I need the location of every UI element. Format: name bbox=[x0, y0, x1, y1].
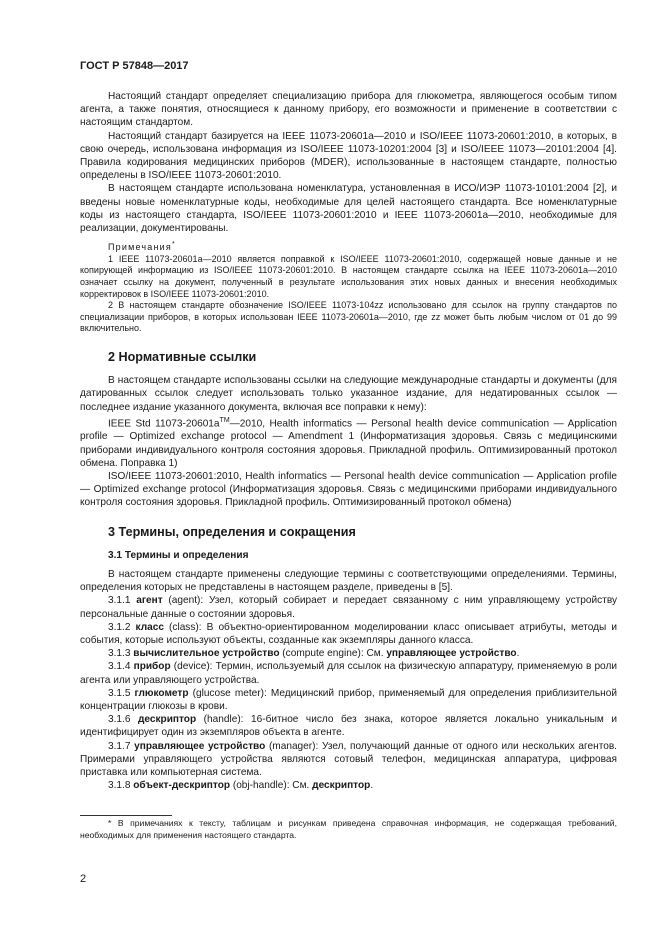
term-3-1-1: 3.1.1 агент (agent): Узел, который собирает и передает связанному с ним управляющему устройству персональные данные о состоянии здоровья. bbox=[80, 595, 618, 620]
footnote-divider bbox=[80, 815, 172, 816]
term-3-1-6: 3.1.6 дескриптор (handle): 16-битное число без знака, которое является локально уникальным и идентифицирует один из экземпляров объекта в агенте. bbox=[80, 714, 618, 739]
section-3-heading: 3 Термины, определения и сокращения bbox=[108, 524, 356, 539]
note-2: 2 В настоящем стандарте обозначение ISO/IEEE 11073-104zz использовано для ссылок на группу стандартов по специализации приборов, в которых использован IEEE 11073-20601a—2010, где zz может быть любым числом от 01 до 99 включительно. bbox=[80, 300, 617, 334]
section-2-heading: 2 Нормативные ссылки bbox=[108, 349, 257, 364]
intro-paragraph-3: В настоящем стандарте использована номенклатура, установленная в ИСО/ИЭР 11073-10101:2004 [2], и введены новые номенклатурные коды, необходимые для целей настоящего стандарта. Все номенклатурные коды из настоящего стандарта, ISO/IEEE 11073-20601:2010 и IEEE 11073-20601a—2010, необходимые для реализации, документированы. bbox=[80, 183, 617, 235]
intro-paragraph-1: Настоящий стандарт определяет специализацию прибора для глюкометра, являющегося особым типом агента, а также понятия, относящиеся к данному прибору, его возможности и применение в соответствии с настоящим стандартом. bbox=[80, 91, 617, 129]
term-3-1-4: 3.1.4 прибор (device): Термин, используемый для ссылок на физическую аппаратуру, применяемую в роли агента или управляющего устройства. bbox=[80, 661, 617, 686]
reference-2: ISO/IEEE 11073-20601:2010, Health informatics — Personal health device communication — Application profile — Optimized exchange protocol (Информатизация здоровья. Связь с медицинскими приборами индивидуального контроля состояния здоровья. Прикладной профиль. Оптимизированный протокол обмена) bbox=[80, 470, 617, 509]
notes-title: Примечания* bbox=[108, 241, 176, 253]
document-body bbox=[80, 90, 617, 792]
intro-paragraph-2: Настоящий стандарт базируется на IEEE 11073-20601a—2010 и ISO/IEEE 11073-20601:2010, в которых, в свою очередь, использована информация из ISO/IEEE 11073-10201:2004 [3] и ISO/IEEE 11073—20101:2004 [4]. Правила кодирования медицинских приборов (MDER), использованные в настоящем стандарте, полностью определены в ISO/IEEE 11073-20601:2010. bbox=[80, 130, 617, 182]
term-3-1-7: 3.1.7 управляющее устройство (manager): Узел, получающий данные от одного или нескольких агентов. Примерами управляющего устройства являются сотовый телефон, медицинская аппаратура, цифровая приставка или компьютерная система. bbox=[80, 740, 617, 779]
term-3-1-2: 3.1.2 класс (class): В объектно-ориентированном моделировании класс описывает атрибуты, методы и события, которые используют объекты, созданные как экземпляры данного класса. bbox=[80, 621, 617, 646]
document-header: ГОСТ Р 57848—2017 bbox=[80, 60, 189, 72]
term-3-1-8: 3.1.8 объект-дескриптор (obj-handle): См. дескриптор. bbox=[108, 780, 374, 792]
section-2-paragraph: В настоящем стандарте использованы ссылки на следующие международные стандарты и документы (для датированных ссылок следует использовать только указанное издание, для недатированных ссылок — последнее издание указанного документа, включая все поправки к нему): bbox=[80, 375, 617, 413]
footnote: * В примечаниях к тексту, таблицам и рисункам приведена справочная информация, не содержащая требований, необходимых для применения настоящего стандарта. bbox=[80, 818, 617, 840]
section-3-paragraph: В настоящем стандарте применены следующие термины с соответствующими определениями. Термины, определения которых не представлены в настоящем разделе, приведены в [5]. bbox=[80, 568, 617, 594]
page-number: 2 bbox=[80, 873, 87, 885]
section-3-1-heading: 3.1 Термины и определения bbox=[108, 549, 249, 561]
term-3-1-5: 3.1.5 глюкометр (glucose meter): Медицинский прибор, применяемый для определения приблизительной концентрации глюкозы в крови. bbox=[80, 687, 617, 713]
note-1: 1 IEEE 11073-20601a—2010 является поправкой к ISO/IEEE 11073-20601:2010, содержащей новые данные и не копирующей информацию из ISO/IEEE 11073-20601:2010. В настоящем стандарте ссылка на IEEE 11073-20601a—2010 означает ссылку на документ, полученный в результате использования этих новых данных и внесения необходимых корректировок в ISO/IEEE 11073-20601:2010. bbox=[80, 253, 617, 299]
notes-block bbox=[80, 239, 617, 335]
reference-1: IEEE Std 11073-20601a™—2010, Health informatics — Personal health device communication — Application profile — Optimized exchange protocol — Amendment 1 (Информатизация здоровья. Связь с медицинскими приборами индивидуального контроля состояния здоровья. Прикладной профиль. Оптимизированный протокол обмена. Поправка 1) bbox=[80, 416, 617, 469]
term-3-1-3: 3.1.3 вычислительное устройство (compute engine): См. управляющее устройство. bbox=[108, 648, 520, 660]
